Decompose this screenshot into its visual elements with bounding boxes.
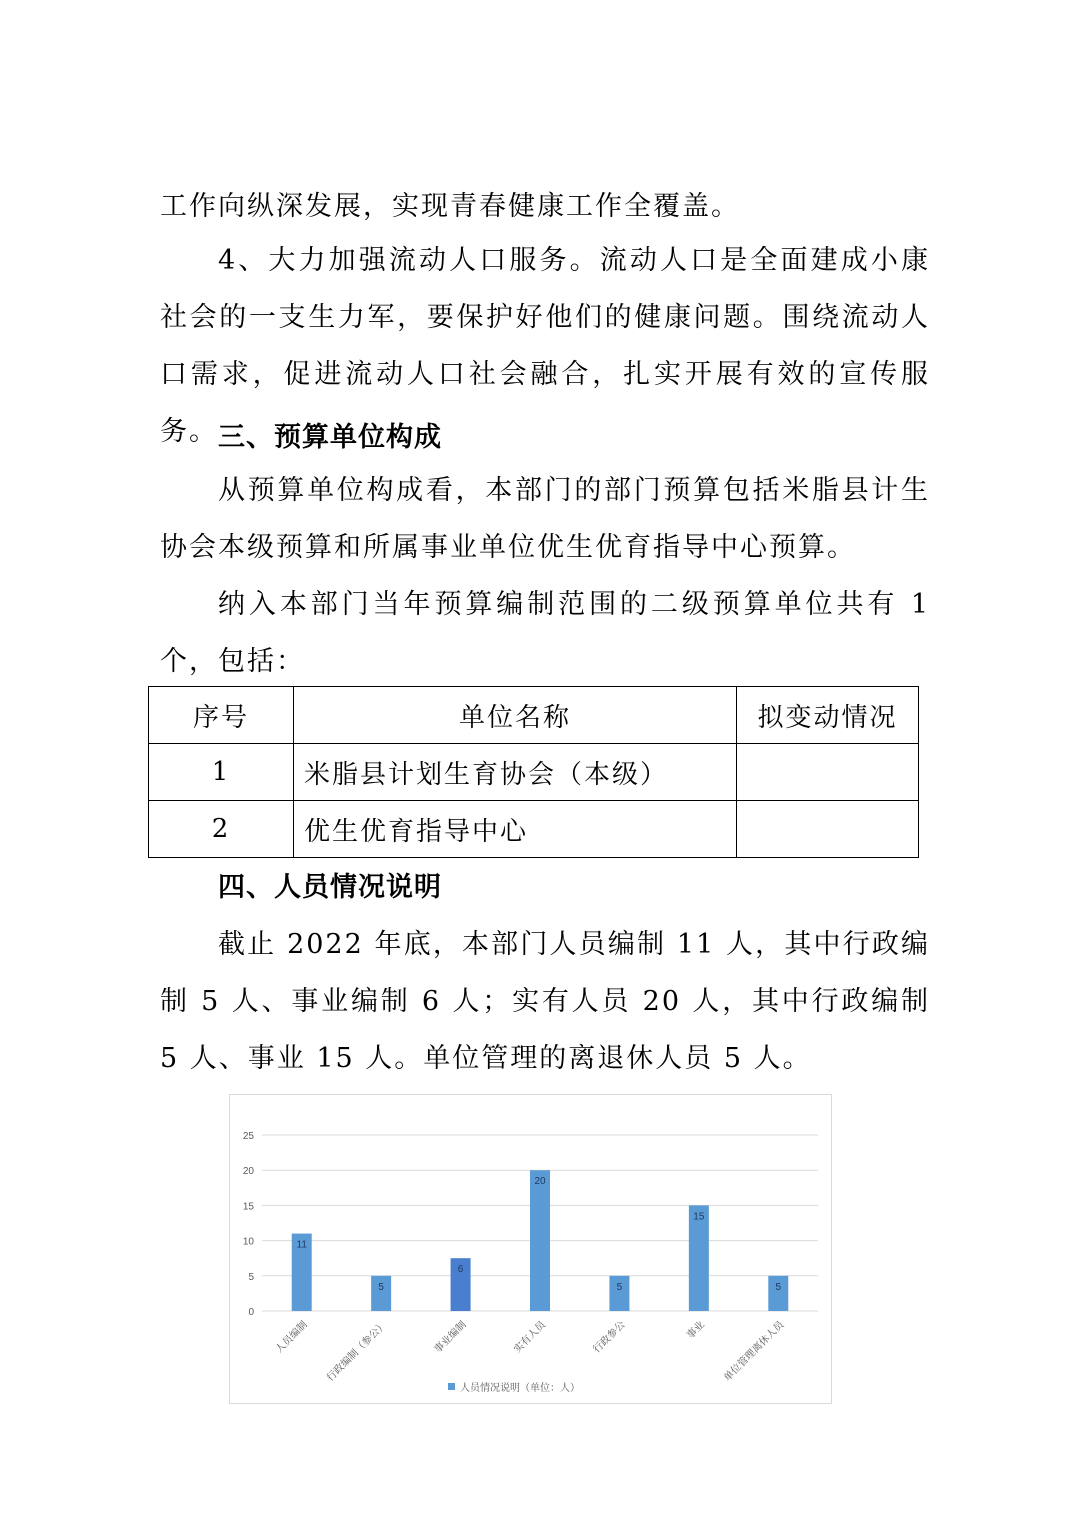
data-label: 5: [775, 1281, 782, 1293]
table-row: [149, 744, 919, 801]
y-tick-label: 25: [242, 1131, 254, 1142]
x-tick-label: 单位管理离休人员: [722, 1319, 787, 1384]
x-tick-label: 事业编制: [432, 1319, 469, 1356]
cell-change: [737, 801, 919, 858]
y-tick-label: 20: [242, 1166, 254, 1178]
header-no: 序号: [149, 687, 294, 744]
personnel-chart: [229, 1094, 832, 1404]
paragraph-budget-units: 从预算单位构成看，本部门的部门预算包括米脂县计生协会本级预算和所属事业单位优生优育指导中心预算。: [160, 475, 930, 563]
x-tick-label: 人员编制: [273, 1319, 310, 1356]
x-tick-label: 行政参公: [591, 1319, 628, 1356]
data-label: 6: [457, 1264, 464, 1276]
section-heading-personnel: 四、人员情况说明: [218, 872, 442, 903]
data-label: 5: [378, 1281, 384, 1293]
table-row: [149, 801, 919, 858]
y-tick-label: 10: [242, 1236, 254, 1248]
x-tick-label: 实有人员: [512, 1319, 549, 1356]
data-label: 5: [616, 1281, 623, 1293]
header-unit-name: 单位名称: [294, 687, 737, 744]
cell-change: [737, 744, 919, 801]
paragraph-personnel: 截止 2022 年底，本部门人员编制 11 人，其中行政编制 5 人、事业编制 6 人；实有人员 20 人，其中行政编制 5 人、事业 15 人。单位管理的离退休人员 5 人。: [160, 929, 930, 1074]
paragraph-continuation: 工作向纵深发展，实现青春健康工作全覆盖。: [160, 191, 740, 222]
y-tick-label: 0: [248, 1307, 254, 1318]
legend-label: 人员情况说明（单位：人）: [460, 1383, 580, 1394]
header-change: 拟变动情况: [737, 687, 919, 744]
y-tick-label: 15: [242, 1201, 254, 1213]
paragraph-secondary-units: 纳入本部门当年预算编制范围的二级预算单位共有 1 个，包括：: [160, 589, 930, 677]
table-header-row: [149, 687, 919, 744]
y-tick-label: 5: [248, 1271, 254, 1283]
x-tick-label: 事业: [685, 1319, 707, 1342]
bar: [530, 1170, 550, 1311]
data-label: 20: [534, 1176, 546, 1188]
x-tick-label: 行政编制（参公）: [324, 1319, 390, 1384]
paragraph-floating-population: 4、大力加强流动人口服务。流动人口是全面建成小康社会的一支生力军，要保护好他们的健康问题。围绕流动人口需求，促进流动人口社会融合，扎实开展有效的宣传服务。: [160, 245, 930, 447]
data-label: 11: [296, 1239, 307, 1251]
chart-svg: [230, 1095, 831, 1403]
cell-unit-name: 米脂县计划生育协会（本级）: [294, 744, 737, 801]
cell-no: 2: [149, 801, 294, 858]
cell-unit-name: 优生优育指导中心: [294, 801, 737, 858]
data-label: 15: [693, 1211, 705, 1223]
legend-swatch: [448, 1383, 455, 1390]
cell-no: 1: [149, 744, 294, 801]
budget-units-table: [148, 686, 919, 858]
section-heading-budget-units: 三、预算单位构成: [218, 422, 442, 453]
